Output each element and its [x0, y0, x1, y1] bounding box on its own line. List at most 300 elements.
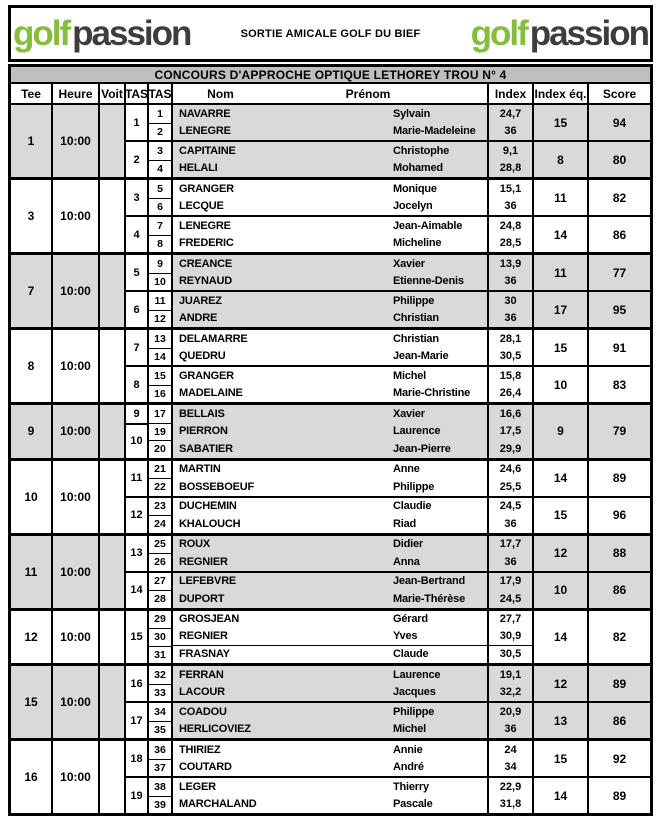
- players-column: [149, 142, 487, 177]
- players-column: [149, 461, 487, 496]
- index-column: [487, 461, 532, 496]
- player-lastname: PIERRON: [179, 425, 228, 438]
- pair-group: [126, 461, 487, 496]
- index-column: [487, 666, 532, 701]
- players-column: [149, 330, 487, 365]
- tee-units: [124, 405, 650, 458]
- player-number: 9: [149, 255, 173, 273]
- player-row: [149, 553, 487, 571]
- index-value: 16,6: [499, 407, 522, 420]
- pair-group: [126, 105, 487, 140]
- player-number: 11: [149, 292, 173, 310]
- player-row: [149, 423, 487, 441]
- col-header-name-group: [171, 84, 487, 103]
- player-number: 26: [149, 553, 173, 571]
- player-row: [149, 330, 487, 348]
- group-number: 8: [126, 367, 149, 402]
- player-firstname: Claude: [393, 648, 429, 661]
- tee-number: 11: [24, 564, 38, 579]
- player-name-cell: [173, 741, 487, 759]
- player-number: 1: [149, 105, 173, 123]
- player-firstname: Claudie: [393, 500, 432, 513]
- score-value: 83: [587, 367, 650, 402]
- player-name-cell: [173, 611, 487, 629]
- player-firstname: Jean-Aimable: [393, 219, 463, 232]
- index-value: 24,5: [499, 592, 522, 605]
- voiture-cell: [98, 255, 124, 327]
- player-lastname: GRANGER: [179, 182, 234, 195]
- player-lastname: SABATIER: [179, 442, 233, 455]
- tee-time: 10:00: [51, 330, 98, 402]
- player-row: [149, 123, 487, 141]
- voiture-cell: [98, 105, 124, 177]
- player-lastname: THIRIEZ: [179, 743, 221, 756]
- scoring-unit: [126, 290, 650, 327]
- player-lastname: LECQUE: [179, 200, 224, 213]
- score-value: 82: [587, 180, 650, 215]
- player-name-cell: [173, 573, 487, 591]
- tee-number: 12: [24, 629, 38, 644]
- player-lastname: QUEDRU: [179, 350, 226, 363]
- index-column: [487, 180, 532, 215]
- index-eq-value: 14: [532, 217, 587, 252]
- player-name-cell: [173, 105, 487, 123]
- score-value: 77: [587, 255, 650, 290]
- player-row: [149, 684, 487, 702]
- player-lastname: LEFEBVRE: [179, 575, 237, 588]
- tee-number: 8: [27, 359, 35, 373]
- player-number: 20: [149, 440, 173, 458]
- groups-column: [126, 217, 487, 252]
- index-column: [487, 778, 532, 813]
- score-value: 92: [587, 741, 650, 776]
- player-lastname: LENEGRE: [179, 125, 231, 138]
- player-lastname: GROSJEAN: [179, 613, 240, 626]
- index-column: [487, 573, 532, 608]
- tee-time: 10:00: [51, 255, 98, 327]
- player-firstname: Marie-Thérèse: [393, 592, 465, 605]
- pair-group: [126, 666, 487, 701]
- voiture-cell: [98, 461, 124, 533]
- index-value: 30: [504, 294, 517, 307]
- player-number: 13: [149, 330, 173, 348]
- scoring-unit: [126, 461, 650, 496]
- player-row: [149, 348, 487, 366]
- players-column: [149, 703, 487, 738]
- group-number: 9: [126, 405, 149, 423]
- index-value: 24: [504, 743, 517, 756]
- pair-group: [126, 536, 487, 571]
- logo-word-golf: golf: [13, 14, 70, 53]
- index-eq-value: 15: [532, 498, 587, 533]
- index-eq-value: 10: [532, 573, 587, 608]
- player-lastname: DELAMARRE: [179, 332, 248, 345]
- player-row: [149, 536, 487, 554]
- players-column: [149, 180, 487, 215]
- groups-column: [126, 180, 487, 215]
- player-name-cell: [173, 292, 487, 310]
- player-name-cell: [173, 198, 487, 216]
- scoring-unit: [126, 405, 650, 458]
- tee-units: [124, 105, 650, 177]
- score-value: 89: [587, 461, 650, 496]
- tee-number: 16: [24, 770, 38, 784]
- player-name-cell: [173, 142, 487, 160]
- group-number: 6: [126, 292, 149, 327]
- player-name-cell: [173, 217, 487, 235]
- groups-column: [126, 703, 487, 738]
- event-title: SORTIE AMICALE GOLF DU BIEF: [240, 27, 421, 40]
- tee-block: [11, 738, 650, 813]
- tee-block: [11, 327, 650, 402]
- player-number: 5: [149, 180, 173, 198]
- player-firstname: Mohamed: [393, 162, 443, 175]
- player-number: 35: [149, 721, 173, 739]
- players-column: [149, 741, 487, 776]
- index-value: 36: [504, 555, 517, 568]
- players-column: [149, 666, 487, 701]
- player-firstname: Didier: [393, 538, 423, 551]
- player-lastname: REYNAUD: [179, 275, 232, 288]
- tee-time: 10:00: [51, 611, 98, 664]
- player-lastname: CAPITAINE: [179, 144, 236, 157]
- pair-group: [126, 498, 487, 533]
- player-number: 21: [149, 461, 173, 479]
- player-name-cell: [173, 348, 487, 366]
- tee-block: [11, 177, 650, 252]
- players-column: [149, 255, 487, 290]
- player-row: [149, 796, 487, 814]
- player-number: 23: [149, 498, 173, 516]
- col-header-tee: Tee: [21, 86, 41, 101]
- pair-group: [126, 292, 487, 327]
- tee-number: 15: [24, 695, 38, 709]
- pair-group: [126, 423, 487, 458]
- player-firstname: Xavier: [393, 407, 425, 420]
- player-name-cell: [173, 405, 487, 423]
- tee-time: 10:00: [51, 536, 98, 608]
- player-firstname: Philippe: [393, 705, 435, 718]
- scoring-unit: [126, 330, 650, 365]
- index-value: 36: [504, 517, 517, 530]
- player-name-cell: [173, 160, 487, 178]
- score-value: 86: [587, 217, 650, 252]
- index-eq-value: 14: [532, 778, 587, 813]
- scoring-unit: [126, 180, 650, 215]
- player-lastname: NAVARRE: [179, 107, 231, 120]
- player-row: [149, 573, 487, 591]
- player-firstname: Jean-Pierre: [393, 442, 451, 455]
- tee-number: 7: [27, 284, 35, 298]
- player-number: 36: [149, 741, 173, 759]
- index-value: 32,2: [499, 686, 522, 699]
- index-value: 36: [504, 312, 517, 325]
- player-name-cell: [173, 721, 487, 739]
- score-value: 79: [587, 405, 650, 458]
- index-eq-value: 12: [532, 536, 587, 571]
- player-number: 31: [149, 646, 173, 664]
- group-number: 10: [126, 423, 149, 458]
- groups-column: [126, 142, 487, 177]
- tee-units: [124, 611, 650, 664]
- scoring-unit: [126, 666, 650, 701]
- player-name-cell: [173, 759, 487, 777]
- player-row: [149, 478, 487, 496]
- index-value: 25,5: [499, 480, 522, 493]
- voiture-cell: [98, 536, 124, 608]
- player-row: [149, 778, 487, 796]
- players-column: [149, 498, 487, 533]
- index-value: 36: [504, 200, 517, 213]
- player-number: 37: [149, 759, 173, 777]
- player-row: [149, 217, 487, 235]
- group-number: 3: [126, 180, 149, 215]
- groups-column: [126, 105, 487, 140]
- group-number: 7: [126, 330, 149, 365]
- tee-block: [11, 252, 650, 327]
- col-header-index: Index: [487, 84, 532, 103]
- player-lastname: LACOUR: [179, 686, 225, 699]
- logo-word-passion: passion: [72, 14, 191, 53]
- voiture-cell: [98, 666, 124, 738]
- player-lastname: DUCHEMIN: [179, 500, 237, 513]
- score-value: 89: [587, 666, 650, 701]
- index-eq-value: 11: [532, 180, 587, 215]
- players-column: [149, 217, 487, 252]
- player-row: [149, 105, 487, 123]
- player-firstname: Etienne-Denis: [393, 275, 464, 288]
- player-row: [149, 198, 487, 216]
- player-number: 2: [149, 123, 173, 141]
- player-name-cell: [173, 385, 487, 403]
- player-number: 24: [149, 515, 173, 533]
- player-lastname: ANDRE: [179, 312, 218, 325]
- score-value: 91: [587, 330, 650, 365]
- index-value: 31,8: [499, 798, 522, 811]
- voiture-cell: [98, 405, 124, 458]
- player-lastname: REGNIER: [179, 555, 228, 568]
- groups-column: [126, 461, 487, 496]
- voiture-cell: [98, 330, 124, 402]
- logo-word-golf: golf: [470, 14, 527, 53]
- player-name-cell: [173, 590, 487, 608]
- pair-group: [126, 405, 487, 423]
- score-value: 86: [587, 573, 650, 608]
- player-row: [149, 646, 487, 664]
- player-row: [149, 142, 487, 160]
- col-header-prenom: Prénom: [345, 86, 391, 101]
- index-eq-value: 11: [532, 255, 587, 290]
- scoring-unit: [126, 741, 650, 776]
- player-number: 28: [149, 590, 173, 608]
- index-value: 17,7: [499, 538, 522, 551]
- player-lastname: BOSSEBOEUF: [179, 480, 255, 493]
- tee-block: [11, 105, 650, 177]
- player-number: 15: [149, 367, 173, 385]
- player-name-cell: [173, 273, 487, 291]
- player-name-cell: [173, 461, 487, 479]
- player-row: [149, 721, 487, 739]
- group-number: 2: [126, 142, 149, 177]
- tee-time: 10:00: [51, 405, 98, 458]
- index-value: 36: [504, 723, 517, 736]
- player-name-cell: [173, 498, 487, 516]
- score-value: 96: [587, 498, 650, 533]
- player-number: 32: [149, 666, 173, 684]
- player-row: [149, 235, 487, 253]
- col-header-tas-1: TAS: [124, 84, 147, 103]
- player-lastname: FRASNAY: [179, 648, 230, 661]
- player-lastname: BELLAIS: [179, 407, 225, 420]
- player-lastname: GRANGER: [179, 369, 234, 382]
- pair-group: [126, 180, 487, 215]
- pair-group: [126, 255, 487, 290]
- player-row: [149, 461, 487, 479]
- index-value: 24,6: [499, 463, 522, 476]
- player-name-cell: [173, 778, 487, 796]
- player-lastname: HELALI: [179, 162, 218, 175]
- voiture-cell: [98, 741, 124, 813]
- index-value: 15,1: [499, 182, 522, 195]
- scoring-unit: [126, 611, 650, 664]
- player-firstname: Yves: [393, 630, 418, 643]
- groups-column: [126, 367, 487, 402]
- player-lastname: CREANCE: [179, 257, 232, 270]
- group-number: 12: [126, 498, 149, 533]
- player-row: [149, 628, 487, 646]
- player-number: 25: [149, 536, 173, 554]
- player-number: 16: [149, 385, 173, 403]
- index-column: [487, 330, 532, 365]
- index-value: 34: [504, 761, 517, 774]
- player-row: [149, 292, 487, 310]
- player-firstname: Michel: [393, 723, 427, 736]
- group-number: 17: [126, 703, 149, 738]
- players-column: [149, 423, 487, 458]
- player-lastname: DUPORT: [179, 592, 225, 605]
- tee-block: [11, 402, 650, 458]
- player-name-cell: [173, 628, 487, 646]
- index-value: 30,5: [499, 350, 522, 363]
- col-header-tas-2: TAS: [147, 84, 171, 103]
- scoring-unit: [126, 105, 650, 140]
- player-row: [149, 385, 487, 403]
- player-lastname: MARTIN: [179, 463, 221, 476]
- player-firstname: Jocelyn: [393, 200, 433, 213]
- players-column: [149, 778, 487, 813]
- score-value: 82: [587, 611, 650, 664]
- tee-number: 10: [24, 489, 38, 504]
- index-value: 15,8: [499, 369, 522, 382]
- scoring-unit: [126, 571, 650, 608]
- index-eq-value: 9: [532, 405, 587, 458]
- player-number: 17: [149, 405, 173, 423]
- player-lastname: FREDERIC: [179, 237, 234, 250]
- group-number: 13: [126, 536, 149, 571]
- groups-column: [126, 330, 487, 365]
- tee-units: [124, 330, 650, 402]
- index-value: 24,8: [499, 219, 522, 232]
- player-lastname: ROUX: [179, 538, 210, 551]
- group-number: 19: [126, 778, 149, 813]
- index-value: 27,7: [499, 613, 522, 626]
- player-firstname: Christian: [393, 332, 439, 345]
- index-column: [487, 292, 532, 327]
- pair-group: [126, 142, 487, 177]
- index-column: [487, 741, 532, 776]
- index-value: 36: [504, 125, 517, 138]
- tee-units: [124, 666, 650, 738]
- groups-column: [126, 498, 487, 533]
- index-column: [487, 105, 532, 140]
- player-row: [149, 498, 487, 516]
- score-value: 94: [587, 105, 650, 140]
- player-row: [149, 160, 487, 178]
- player-name-cell: [173, 367, 487, 385]
- scoring-unit: [126, 701, 650, 738]
- tee-number: 3: [27, 209, 35, 223]
- pair-group: [126, 611, 487, 664]
- index-column: [487, 255, 532, 290]
- player-firstname: Laurence: [393, 668, 441, 681]
- col-header-index-eq: Index éq.: [532, 84, 587, 103]
- player-name-cell: [173, 684, 487, 702]
- logo-word-passion: passion: [529, 14, 648, 53]
- index-value: 24,5: [499, 500, 522, 513]
- index-value: 9,1: [502, 144, 519, 157]
- player-name-cell: [173, 536, 487, 554]
- index-column: [487, 142, 532, 177]
- players-column: [149, 405, 487, 423]
- player-number: 38: [149, 778, 173, 796]
- players-column: [149, 611, 487, 664]
- player-firstname: Monique: [393, 182, 437, 195]
- index-value: 17,9: [499, 575, 522, 588]
- player-number: 10: [149, 273, 173, 291]
- col-header-score: Score: [587, 84, 650, 103]
- player-lastname: KHALOUCH: [179, 517, 241, 530]
- player-firstname: Philippe: [393, 294, 435, 307]
- player-number: 4: [149, 160, 173, 178]
- index-eq-value: 17: [532, 292, 587, 327]
- tee-time: 10:00: [51, 741, 98, 813]
- player-name-cell: [173, 440, 487, 458]
- group-number: 16: [126, 666, 149, 701]
- player-number: 14: [149, 348, 173, 366]
- player-row: [149, 367, 487, 385]
- player-row: [149, 405, 487, 423]
- index-value: 22,9: [499, 780, 522, 793]
- tee-time: 10:00: [51, 666, 98, 738]
- player-name-cell: [173, 123, 487, 141]
- player-firstname: Marie-Madeleine: [393, 125, 476, 138]
- tee-block: [11, 533, 650, 608]
- player-row: [149, 611, 487, 629]
- player-number: 3: [149, 142, 173, 160]
- group-number: 5: [126, 255, 149, 290]
- pair-group: [126, 217, 487, 252]
- group-number: 1: [126, 105, 149, 140]
- player-number: 7: [149, 217, 173, 235]
- score-value: 95: [587, 292, 650, 327]
- player-row: [149, 515, 487, 533]
- index-value: 36: [504, 275, 517, 288]
- index-column: [487, 217, 532, 252]
- scoring-unit: [126, 215, 650, 252]
- player-firstname: Riad: [393, 517, 417, 530]
- player-row: [149, 759, 487, 777]
- contest-banner: CONCOURS D'APPROCHE OPTIQUE LETHOREY TROU N° 4: [11, 67, 650, 84]
